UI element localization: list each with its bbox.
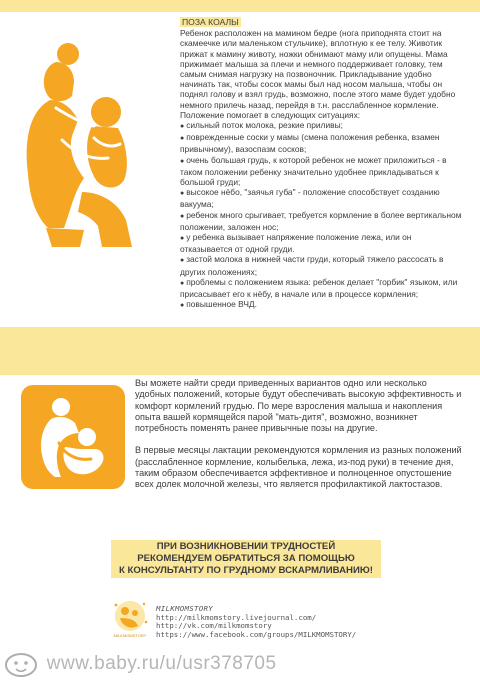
feeding-advice-text xyxy=(135,378,463,491)
koala-pose-description: Ребенок расположен на мамином бедре (нога приподнята стоит на скамеечке или маленьком стульчике), вплотную к ее телу. Животик прижат к мамину животу, ножки обнимают маму или опущены. Мама прижимает малыша за плечи и немного поддерживает головку, тем самым снимая нагрузку на позвоночник. Прикладывание удобно начинать так, чтобы сосок мамы был над носом малыша, чтобы он поднял голову и взял грудь, возможно, после этого маме будет удобно немного прилечь назад, перейдя в т.н. расслабленное кормление. xyxy=(180,28,456,110)
callout-line-2: РЕКОМЕНДУЕМ ОБРАТИТЬСЯ ЗА ПОМОЩЬЮ xyxy=(137,553,355,564)
callout-line-1: ПРИ ВОЗНИКНОВЕНИИ ТРУДНОСТЕЙ xyxy=(156,541,336,552)
top-color-band xyxy=(0,0,480,12)
koala-pose-illustration xyxy=(22,42,152,247)
consultant-callout xyxy=(111,540,381,578)
list-item: ● сильный поток молока, резкие приливы; xyxy=(180,120,466,132)
callout-line-3: К КОНСУЛЬТАНТУ ПО ГРУДНОМУ ВСКАРМЛИВАНИЮ! xyxy=(119,565,373,576)
list-item: ● очень большая грудь, к которой ребенок не может приложиться - в таком положении ребенку значительно удобнее прикладываться к большой груди; xyxy=(180,155,466,188)
vk-link[interactable]: http://vk.com/milkmomstory xyxy=(156,621,272,631)
advice-paragraph-1: Вы можете найти среди приведенных вариантов одно или несколько удобных положений, которые будут обеспечивать высокую эффективность и комфорт кормлений грудью. По мере взросления малыша и накопления опыта вашей кормящейся парой "мать-дитя", возможно, возникнет потребность поменять ранее привычные позы на другие. xyxy=(135,378,462,434)
list-item: ● у ребенка вызывает напряжение положение лежа, или он отказывается от одной груди. xyxy=(180,232,466,254)
facebook-link[interactable]: https://www.facebook.com/groups/MILKMOMSTORY/ xyxy=(156,629,357,639)
milkmomstory-logo xyxy=(108,596,152,640)
middle-color-band xyxy=(0,327,480,375)
watermark-text: www.baby.ru/u/usr378705 xyxy=(46,653,277,674)
breastfeeding-icon-tile xyxy=(21,385,125,489)
list-item: ● повышенное ВЧД. xyxy=(180,299,466,311)
livejournal-link[interactable]: http://milkmomstory.livejournal.com/ xyxy=(156,612,317,622)
list-item: ● высокое нёбо, "заячья губа" - положение способствует созданию вакуума; xyxy=(180,187,466,209)
advice-paragraph-2: В первые месяцы лактации рекомендуются кормления из разных положений (расслабленное кормление, колыбелька, лежа, из-под руки) в течение дня, таким образом обеспечивается эффективное и полноценное опустошение всех долек молочной железы, что является профилактикой лактостазов. xyxy=(135,445,462,490)
koala-pose-title: ПОЗА КОАЛЫ xyxy=(182,17,239,27)
svg-text:MILKMOMSTORY: MILKMOMSTORY xyxy=(113,633,147,638)
list-item: ● ребенок много срыгивает, требуется кормление в более вертикальном положении, заложен нос; xyxy=(180,210,466,232)
brand-links xyxy=(156,605,356,639)
list-item: ● проблемы с положением языка: ребенок делает "горбик" языком, или присасывает его к нёбу, в начале или в процессе кормления; xyxy=(180,277,466,299)
baby-face-icon xyxy=(4,651,38,677)
koala-situations-list xyxy=(180,120,466,311)
list-item: ● застой молока в нижней части груди, который тяжело рассосать в других положениях; xyxy=(180,254,466,276)
koala-pose-section xyxy=(180,17,466,311)
site-watermark xyxy=(4,651,277,677)
list-item: ● поврежденные соски у мамы (смена положения ребенка, взамен привычному), вазоспазм сосков; xyxy=(180,132,466,154)
brand-name: MILKMOMSTORY xyxy=(156,604,213,613)
breastfeeding-icon xyxy=(21,385,125,489)
koala-situations-intro: Положение помогает в следующих ситуациях: xyxy=(180,109,361,120)
